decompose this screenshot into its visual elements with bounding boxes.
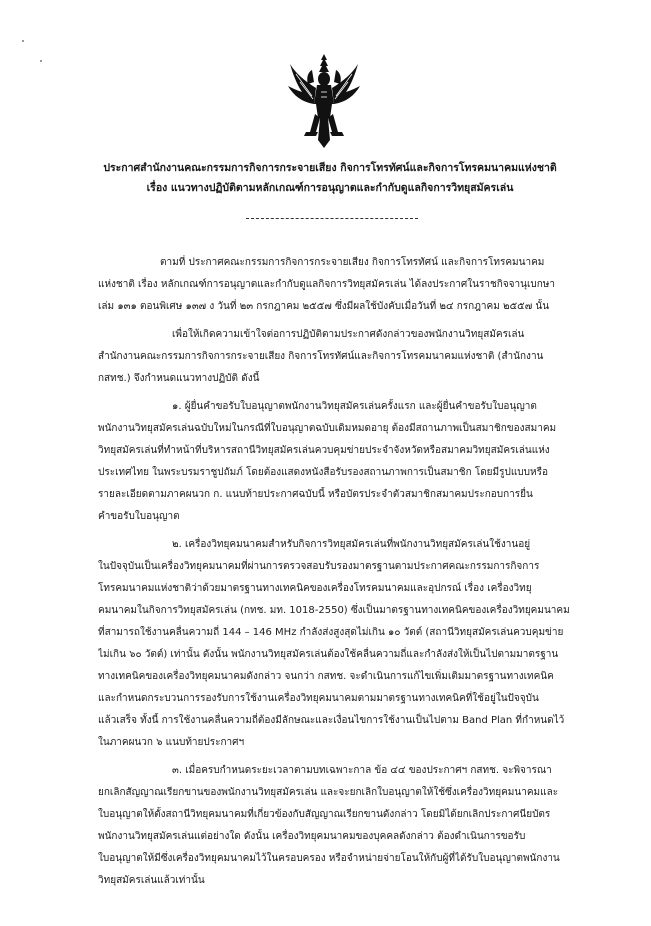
document-title-line-1: ประกาศสำนักงานคณะกรรมการกิจการกระจายเสียง กิจการโทรทัศน์และกิจการโทรคมนาคมแห่งชาติ [103, 162, 557, 174]
clause2-line: ไม่เกิน ๖๐ วัตต์) เท่านั้น ดังนั้น พนักงานวิทยุสมัครเล่นต้องใช้คลื่นความถี่และกำลังส่งให้เป็นไปตามมาตรฐาน [98, 649, 559, 660]
document-title-line-2: เรื่อง แนวทางปฏิบัติตามหลักเกณฑ์การอนุญาตและกำกับดูแลกิจการวิทยุสมัครเล่น [146, 182, 514, 194]
clause1-line: ๑. ผู้ยื่นคำขอรับใบอนุญาตพนักงานวิทยุสมัครเล่นครั้งแรก และผู้ยื่นคำขอรับใบอนุญาต [172, 401, 537, 412]
clause2-line: ในภาคผนวก ๖ แนบท้ายประกาศฯ [98, 737, 245, 748]
clause1-line: รายละเอียดตามภาคผนวก ก. แนบท้ายประกาศฉบับนี้ หรือบัตรประจำตัวสมาชิกสมาคมประกอบการยื่น [98, 489, 533, 500]
clause3-line: ใบอนุญาตให้มีซึ่งเครื่องวิทยุคมนาคมไว้ในครอบครอง หรือจำหน่ายจ่ายโอนให้กับผู้ที่ได้รับใบอนุญาตพนักงาน [98, 853, 560, 864]
clause3-line: ใบอนุญาตให้ตั้งสถานีวิทยุคมนาคมที่เกี่ยวข้องกับสัญญาณเรียกขานดังกล่าว โดยมิได้ยกเลิกประกาศนียบัตร [98, 809, 551, 820]
clause3-line: พนักงานวิทยุสมัครเล่นแต่อย่างใด ดังนั้น เครื่องวิทยุคมนาคมของบุคคลดังกล่าว ต้องดำเนินการขอรับ [98, 831, 526, 842]
intro-line: สำนักงานคณะกรรมการกิจการกระจายเสียง กิจการโทรทัศน์และกิจการโทรคมนาคมแห่งชาติ (สำนักงาน [98, 351, 544, 362]
clause3-line: ยกเลิกสัญญาณเรียกขานของพนักงานวิทยุสมัครเล่น และจะยกเลิกใบอนุญาตให้ใช้ซึ่งเครื่องวิทยุคมนาคมและ [98, 787, 559, 798]
clause2-line: ทางเทคนิคของเครื่องวิทยุคมนาคมดังกล่าว จนกว่า กสทช. จะดำเนินการแก้ไขเพิ่มเติมมาตรฐานทางเทคนิค [98, 671, 554, 682]
title-divider [246, 218, 418, 219]
clause2-line: ในปัจจุบันเป็นเครื่องวิทยุคมนาคมที่ผ่านการตรวจสอบรับรองมาตรฐานตามประกาศคณะกรรมการกิจการ [98, 561, 540, 572]
clause1-line: คำขอรับใบอนุญาต [98, 511, 180, 522]
preamble-line: เล่ม ๑๓๑ ตอนพิเศษ ๑๓๗ ง วันที่ ๒๓ กรกฎาคม ๒๕๕๗ ซึ่งมีผลใช้บังคับเมื่อวันที่ ๒๔ กรกฎาคม ๒๕๕๗ นั้น [98, 301, 550, 312]
clause3-line: ๓. เมื่อครบกำหนดระยะเวลาตามบทเฉพาะกาล ข้อ ๔๔ ของประกาศฯ กสทช. จะพิจารณา [172, 765, 552, 776]
intro-line: เพื่อให้เกิดความเข้าใจต่อการปฏิบัติตามประกาศดังกล่าวของพนักงานวิทยุสมัครเล่น [172, 329, 525, 340]
intro-line: กสทช.) จึงกำหนดแนวทางปฏิบัติ ดังนี้ [98, 373, 260, 384]
clause2-line: แล้วเสร็จ ทั้งนี้ การใช้งานคลื่นความถี่ต้องมีลักษณะและเงื่อนไขการใช้งานเป็นไปตาม Band Plan ที่กำหนดไว้ [98, 715, 565, 726]
clause2-line: โทรคมนาคมแห่งชาติว่าด้วยมาตรฐานทางเทคนิคของเครื่องโทรคมนาคมและอุปกรณ์ เรื่อง เครื่องวิทยุ [98, 583, 532, 594]
scan-speck [22, 40, 24, 42]
scan-speck [40, 60, 42, 62]
clause3-line: วิทยุสมัครเล่นแล้วเท่านั้น [98, 875, 205, 886]
clause1-line: ประเทศไทย ในพระบรมราชูปถัมภ์ โดยต้องแสดงหนังสือรับรองสถานภาพการเป็นสมาชิก โดยมีรูปแบบหรือ [98, 467, 548, 478]
preamble-line: แห่งชาติ เรื่อง หลักเกณฑ์การอนุญาตและกำกับดูแลกิจการวิทยุสมัครเล่น ได้ลงประกาศในราชกิจจานุเบกษา [98, 279, 555, 290]
garuda-emblem-icon [286, 52, 362, 152]
clause1-line: วิทยุสมัครเล่นที่ทำหน้าที่บริหารสถานีวิทยุสมัครเล่นควบคุมข่ายประจำจังหวัดหรือสมาคมวิทยุสมัครเล่นแห่ง [98, 445, 550, 456]
clause2-line: ๒. เครื่องวิทยุคมนาคมสำหรับกิจการวิทยุสมัครเล่นที่พนักงานวิทยุสมัครเล่นใช้งานอยู่ [172, 539, 531, 550]
clause1-line: พนักงานวิทยุสมัครเล่นฉบับใหม่ในกรณีที่ใบอนุญาตฉบับเดิมหมดอายุ ต้องมีสถานภาพเป็นสมาชิกของสมาคม [98, 423, 557, 434]
clause2-line: และกำหนดกระบวนการรองรับการใช้งานเครื่องวิทยุคมนาคมตามมาตรฐานทางเทคนิคที่ใช้อยู่ในปัจจุบัน [98, 693, 539, 704]
clause2-line: ที่สามารถใช้งานคลื่นความถี่ 144 – 146 MHz กำลังส่งสูงสุดไม่เกิน ๑๐ วัตต์ (สถานีวิทยุสมัครเล่นควบคุมข่าย [98, 627, 564, 638]
preamble-line: ตามที่ ประกาศคณะกรรมการกิจการกระจายเสียง กิจการโทรทัศน์ และกิจการโทรคมนาคม [160, 257, 545, 268]
clause2-line: คมนาคมในกิจการวิทยุสมัครเล่น (กทช. มท. 1018-2550) ซึ่งเป็นมาตรฐานทางเทคนิคของเครื่องวิทยุคมนาคม [98, 605, 570, 616]
